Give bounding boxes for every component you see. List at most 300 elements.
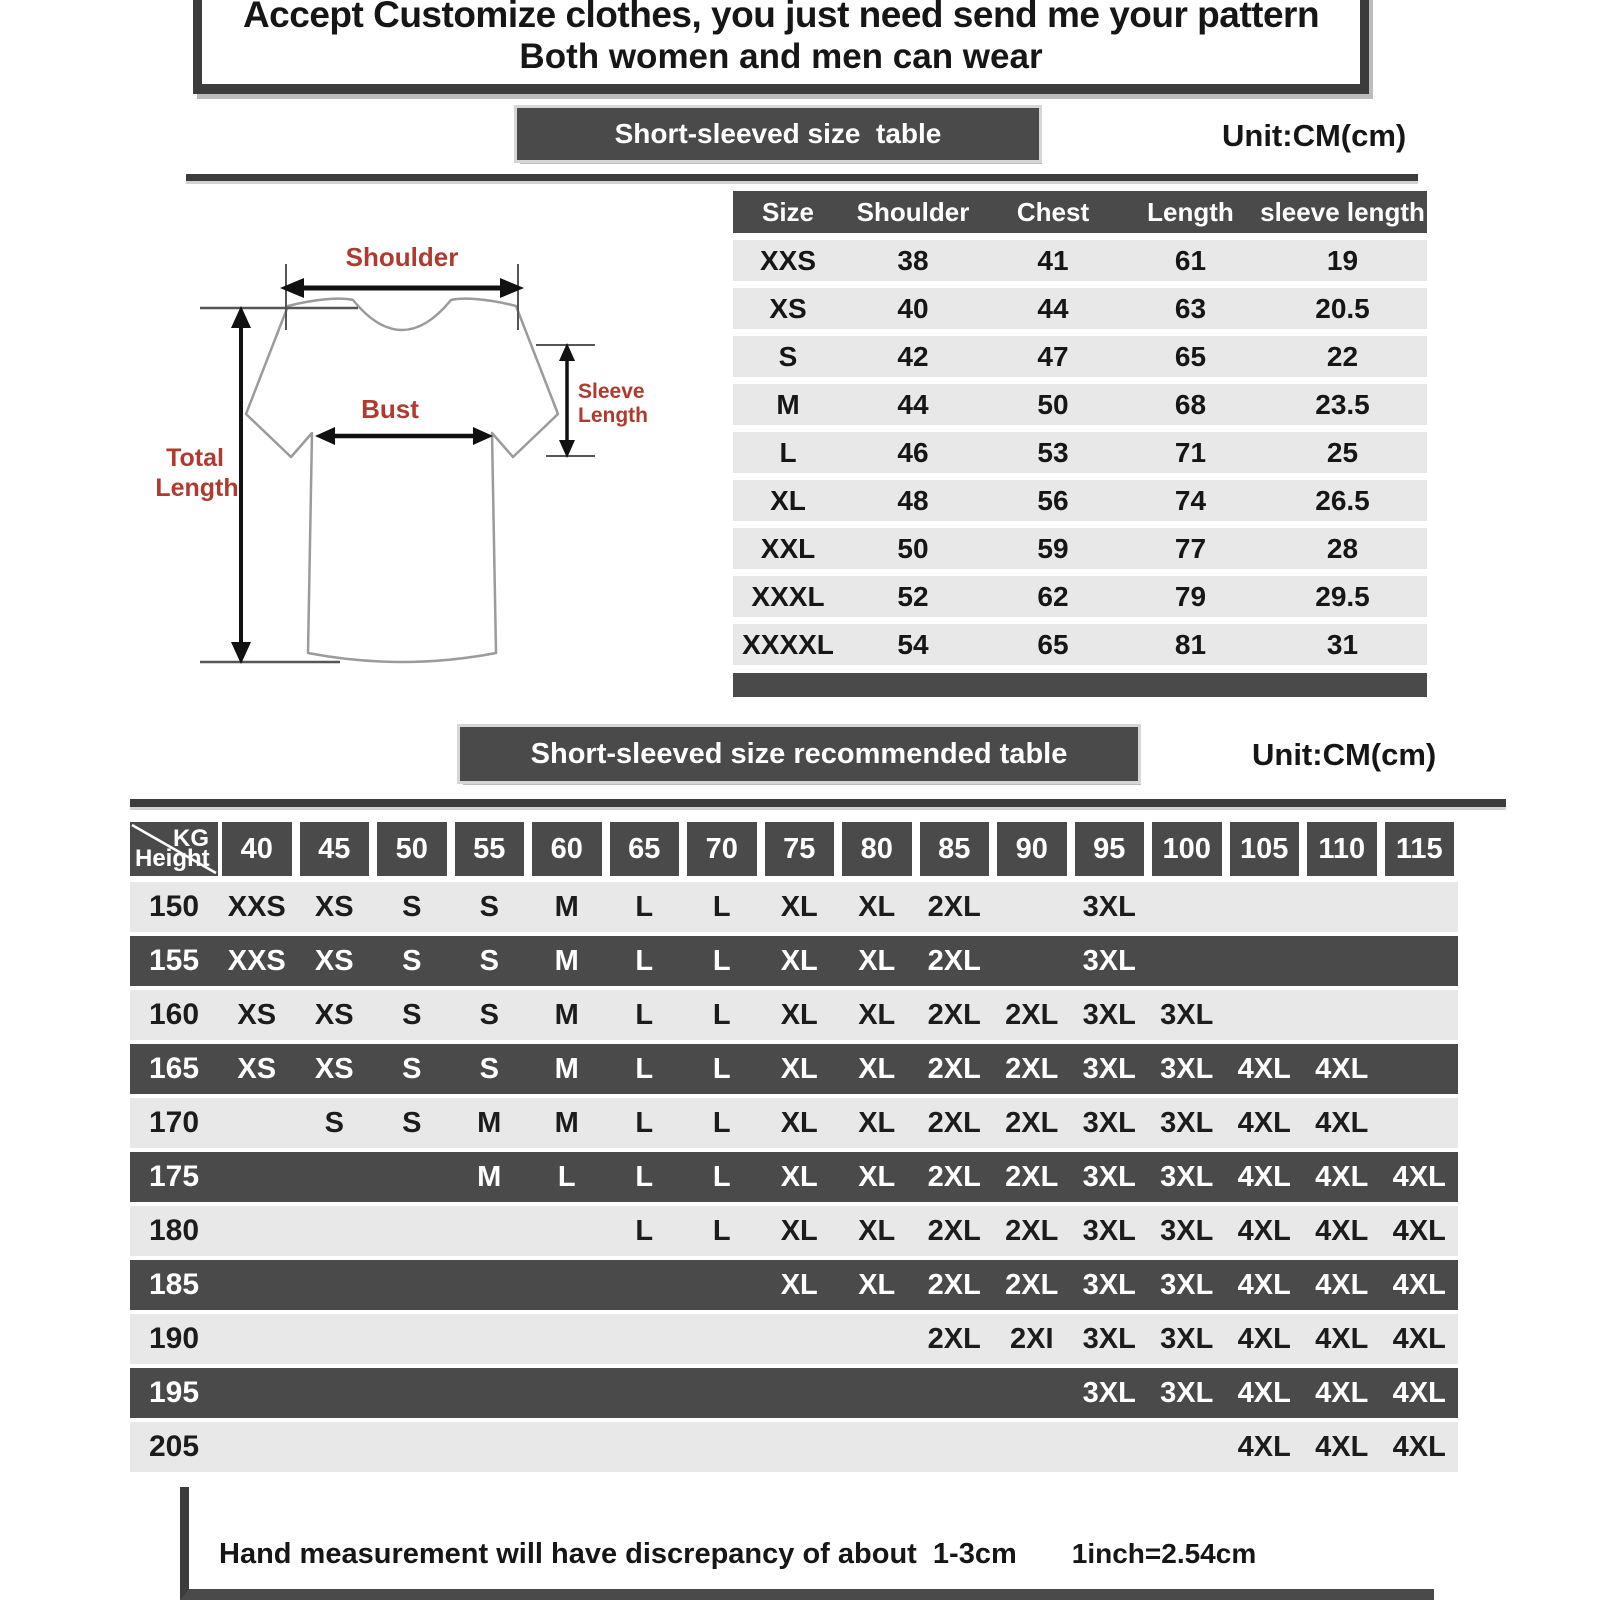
size-cell: 2XL [927,1161,981,1193]
size-cell [528,1260,606,1310]
size-cell: L [712,1107,731,1139]
size-cell [1071,1422,1149,1472]
size-cell: 3XL [1082,1053,1136,1085]
matrix-weight-header [130,822,1458,876]
size-cell [218,1260,296,1310]
size-cell [1226,990,1304,1040]
table-row [733,336,1427,377]
value-cell: 26.5 [1315,485,1370,516]
size-cell: L [635,945,654,977]
value-cell: 77 [1174,533,1207,564]
size-label-cell: S [778,341,798,372]
height-cell: 190 [148,1322,200,1355]
size-cell: 4XL [1392,1269,1446,1301]
size-cell: L [635,1053,654,1085]
size-cell [1303,990,1381,1040]
size-cell: L [635,1107,654,1139]
table-row [733,432,1427,473]
size-cell: L [635,1161,654,1193]
table-row [733,576,1427,617]
size-cell: M [554,999,579,1031]
value-cell: 46 [897,437,929,468]
size-cell [916,1368,994,1418]
size-cell [451,1206,529,1256]
size-cell: XL [780,1053,818,1085]
height-cell: 160 [148,998,200,1031]
height-cell: 155 [148,944,200,977]
size-cell: 4XL [1315,1053,1369,1085]
column-header: Shoulder [856,197,970,227]
size-cell: M [554,1053,579,1085]
size-cell: 4XL [1315,1107,1369,1139]
value-cell: 23.5 [1315,389,1370,420]
size-cell: L [712,891,731,923]
matrix-row [130,1206,1458,1256]
bust-label: Bust [361,394,419,424]
size-cell [916,1422,994,1472]
size-cell [296,1422,374,1472]
size-cell: S [479,891,499,923]
size-label-cell: XL [770,485,806,516]
weight-cell: 60 [532,822,602,876]
size-cell: M [554,945,579,977]
size-cell [296,1368,374,1418]
value-cell: 63 [1174,293,1207,324]
size-cell: L [635,1215,654,1247]
sleeve-length-label-line1: Sleeve [578,380,645,403]
size-cell [683,1422,761,1472]
value-cell: 79 [1174,581,1207,612]
size-cell: 4XL [1237,1431,1291,1463]
size-cell: 2XL [927,1269,981,1301]
size-cell: 4XL [1237,1215,1291,1247]
size-cell [218,1206,296,1256]
weight-cell: 45 [300,822,370,876]
size-cell: 2XL [927,891,981,923]
size-cell [373,1260,451,1310]
value-cell: 52 [897,581,929,612]
column-header: sleeve length [1260,197,1425,227]
size-cell: 3XL [1160,1161,1214,1193]
size-cell: S [479,945,499,977]
size-cell: XL [858,1269,896,1301]
size-cell: L [712,999,731,1031]
height-cell: 175 [148,1160,200,1193]
size-cell [1148,882,1226,932]
size-cell: S [479,1053,499,1085]
value-cell: 29.5 [1315,581,1370,612]
footer-note: Hand measurement will have discrepancy of about 1-3cm [219,1538,1017,1570]
size-cell [838,1368,916,1418]
size-cell [1381,1098,1459,1148]
size-cell [683,1368,761,1418]
size-cell: XL [780,999,818,1031]
size-cell: 2XL [927,1215,981,1247]
size-cell [838,1314,916,1364]
matrix-body [130,882,1458,1472]
size-table-header [733,191,1427,233]
size-cell: 2XL [927,1323,981,1355]
size-cell: L [635,891,654,923]
size-cell [993,1368,1071,1418]
value-cell: 65 [1174,341,1207,372]
size-cell [218,1314,296,1364]
weight-cell: 110 [1307,822,1377,876]
size-table-footer-bar [733,673,1427,697]
size-cell: S [402,999,422,1031]
value-cell: 50 [1037,389,1069,420]
size-cell: 3XL [1082,999,1136,1031]
size-cell [218,1152,296,1202]
size-cell [1303,936,1381,986]
size-cell: 4XL [1392,1431,1446,1463]
weight-cell: 85 [920,822,990,876]
size-cell: 3XL [1160,1107,1214,1139]
size-cell: 4XL [1237,1161,1291,1193]
size-label-cell: L [779,437,797,468]
size-cell [1381,1044,1459,1094]
size-cell: XL [858,1161,896,1193]
value-cell: 25 [1326,437,1359,468]
value-cell: 74 [1174,485,1207,516]
value-cell: 71 [1174,437,1207,468]
value-cell: 44 [1037,293,1069,324]
size-cell: L [557,1161,576,1193]
matrix-row [130,990,1458,1040]
size-label-cell: XS [769,293,807,324]
size-cell: 3XL [1082,1377,1136,1409]
weight-cell: 75 [765,822,835,876]
header-frame [193,0,1369,94]
divider-2 [130,799,1506,807]
size-cell: XL [780,1215,818,1247]
divider-1 [186,174,1418,181]
size-cell [838,1422,916,1472]
banner-short-sleeved-size-table: Short-sleeved size table [517,108,1039,160]
size-cell: M [554,1107,579,1139]
weight-cell: 55 [455,822,525,876]
size-label-cell: XXL [760,533,816,564]
value-cell: 62 [1037,581,1069,612]
size-cell: 4XL [1315,1377,1369,1409]
size-cell: 4XL [1315,1215,1369,1247]
size-cell: 3XL [1082,891,1136,923]
table-row [733,624,1427,665]
size-cell [528,1206,606,1256]
size-cell: 3XL [1082,945,1136,977]
size-cell: L [635,999,654,1031]
height-label: Height [135,845,210,872]
height-cell: 205 [148,1430,200,1463]
size-cell: 4XL [1392,1215,1446,1247]
value-cell: 38 [897,245,929,276]
size-label-cell: XXS [759,245,817,276]
weight-cell: 70 [687,822,757,876]
height-cell: 150 [148,890,200,923]
footer-inner [219,1538,1256,1571]
matrix-row [130,1314,1458,1364]
value-cell: 42 [897,341,929,372]
size-table-body [733,240,1427,665]
size-cell: L [712,1161,731,1193]
recommended-matrix [130,822,1458,1476]
matrix-row [130,936,1458,986]
size-cell: 3XL [1082,1107,1136,1139]
size-cell [528,1368,606,1418]
size-cell: XS [314,945,354,977]
value-cell: 20.5 [1315,293,1370,324]
size-cell: XS [314,1053,354,1085]
size-label-cell: XXXXL [742,629,834,660]
matrix-corner-cell [130,822,218,876]
size-cell: XL [858,891,896,923]
size-cell: 4XL [1315,1161,1369,1193]
value-cell: 19 [1326,245,1359,276]
weight-cell: 100 [1152,822,1222,876]
size-cell [451,1422,529,1472]
matrix-row [130,1422,1458,1472]
size-cell: XS [314,891,354,923]
size-cell: 3XL [1082,1215,1136,1247]
size-cell: 2XL [927,1053,981,1085]
value-cell: 44 [897,389,929,420]
size-cell: M [477,1161,502,1193]
shoulder-label: Shoulder [345,242,459,272]
size-cell [1148,1422,1226,1472]
size-cell: 4XL [1315,1323,1369,1355]
weight-cell: 115 [1385,822,1455,876]
size-cell: XXS [227,945,286,977]
matrix-row [130,1098,1458,1148]
size-cell [761,1368,839,1418]
size-cell [761,1422,839,1472]
value-cell: 22 [1326,341,1359,372]
matrix-row [130,1152,1458,1202]
size-cell: 2XL [927,945,981,977]
size-cell [1381,882,1459,932]
size-cell: 3XL [1160,999,1214,1031]
size-cell: 4XL [1392,1323,1446,1355]
size-cell [296,1260,374,1310]
table-row [733,480,1427,521]
height-cell: 170 [148,1106,200,1139]
size-cell: L [712,1053,731,1085]
size-cell [373,1152,451,1202]
size-cell: 2XL [1005,999,1059,1031]
size-cell: XL [858,1107,896,1139]
size-cell: L [712,945,731,977]
size-cell: XL [780,891,818,923]
size-cell: XS [237,1053,277,1085]
size-cell: 3XL [1160,1323,1214,1355]
table-row [733,384,1427,425]
size-cell: XL [780,1269,818,1301]
table-row [733,240,1427,281]
size-cell: 3XL [1082,1161,1136,1193]
footer-frame [180,1487,1434,1600]
size-cell: 4XL [1237,1269,1291,1301]
size-cell: 4XL [1237,1323,1291,1355]
size-cell [451,1260,529,1310]
size-cell: S [479,999,499,1031]
size-cell [373,1368,451,1418]
value-cell: 68 [1174,389,1207,420]
value-cell: 54 [897,629,929,660]
value-cell: 53 [1037,437,1069,468]
size-cell: S [402,945,422,977]
value-cell: 59 [1037,533,1069,564]
size-cell [296,1152,374,1202]
weight-cell: 90 [997,822,1067,876]
size-cell [1381,990,1459,1040]
height-cell: 180 [148,1214,200,1247]
header-line-2: Both women and men can wear [519,37,1043,76]
size-cell [993,936,1071,986]
size-cell [1226,936,1304,986]
size-cell [993,882,1071,932]
size-cell [606,1422,684,1472]
size-cell: 3XL [1160,1053,1214,1085]
size-cell: S [402,1053,422,1085]
size-cell [373,1422,451,1472]
height-cell: 195 [148,1376,200,1409]
size-cell [606,1314,684,1364]
size-cell: XL [858,1215,896,1247]
height-cell: 165 [148,1052,200,1085]
size-cell: 2XL [1005,1107,1059,1139]
size-cell: XXS [227,891,286,923]
size-cell: 2XL [1005,1161,1059,1193]
value-cell: 47 [1037,341,1069,372]
size-cell [1226,882,1304,932]
size-cell: S [402,1107,422,1139]
sleeve-length-label-line2: Length [578,404,648,427]
size-cell [993,1422,1071,1472]
value-cell: 31 [1326,629,1359,660]
size-cell: L [712,1215,731,1247]
size-cell [606,1260,684,1310]
size-cell: 4XL [1237,1107,1291,1139]
size-cell: M [554,891,579,923]
unit-label-1: Unit:CM(cm) [1222,118,1407,153]
size-cell: XL [780,945,818,977]
size-cell: XS [314,999,354,1031]
kg-label: KG [173,825,209,852]
table-row [733,528,1427,569]
value-cell: 61 [1174,245,1207,276]
size-cell: 4XL [1315,1431,1369,1463]
size-cell [683,1314,761,1364]
size-cell [451,1368,529,1418]
value-cell: 56 [1037,485,1069,516]
height-cell: 185 [148,1268,200,1301]
size-cell [683,1260,761,1310]
size-cell: XL [780,1161,818,1193]
size-cell: 2XL [927,999,981,1031]
size-cell [606,1368,684,1418]
shirt-outline [246,299,558,662]
value-cell: 41 [1037,245,1069,276]
size-cell [451,1314,529,1364]
value-cell: 48 [897,485,929,516]
size-cell [528,1422,606,1472]
size-cell: 3XL [1082,1269,1136,1301]
footer-conversion: 1inch=2.54cm [1071,1538,1257,1569]
size-cell: 4XL [1237,1377,1291,1409]
header-line-1: Accept Customize clothes, you just need send me your pattern [242,0,1320,35]
size-cell: 2XL [1005,1053,1059,1085]
weight-cell: 40 [222,822,292,876]
weight-cell: 95 [1075,822,1145,876]
table-row [733,288,1427,329]
size-cell: 4XL [1237,1053,1291,1085]
size-cell: XL [858,1053,896,1085]
size-cell [1303,882,1381,932]
column-header: Chest [1016,197,1090,227]
size-cell: 2XI [1009,1323,1054,1355]
value-cell: 28 [1326,533,1359,564]
column-header: Length [1147,197,1234,227]
size-cell [218,1098,296,1148]
size-label-cell: XXXL [751,581,825,612]
matrix-row [130,1044,1458,1094]
unit-label-2: Unit:CM(cm) [1252,737,1437,772]
size-cell [296,1314,374,1364]
column-header: Size [761,197,815,227]
value-cell: 65 [1037,629,1069,660]
size-cell: 2XL [1005,1215,1059,1247]
size-cell: 2XL [1005,1269,1059,1301]
size-cell: XL [858,999,896,1031]
value-cell: 40 [897,293,929,324]
size-cell: 3XL [1160,1215,1214,1247]
size-cell [761,1314,839,1364]
size-cell [373,1206,451,1256]
size-cell: M [477,1107,502,1139]
value-cell: 50 [897,533,929,564]
weight-cell: 65 [610,822,680,876]
size-cell: 2XL [927,1107,981,1139]
total-length-label-line1: Total [166,444,224,472]
size-cell: 3XL [1160,1377,1214,1409]
size-cell: 4XL [1392,1377,1446,1409]
size-cell [373,1314,451,1364]
size-cell: 4XL [1392,1161,1446,1193]
weight-cell: 50 [377,822,447,876]
size-table [733,191,1427,697]
size-cell: S [402,891,422,923]
matrix-row [130,882,1458,932]
weight-cell: 105 [1230,822,1300,876]
weight-cell: 80 [842,822,912,876]
size-label-cell: M [776,389,800,420]
total-length-label-line2: Length [155,474,239,502]
size-cell [1148,936,1226,986]
size-cell [218,1422,296,1472]
size-cell [1381,936,1459,986]
size-cell: XL [858,945,896,977]
size-cell: XS [237,999,277,1031]
banner-recommended-table: Short-sleeved size recommended table [460,727,1138,781]
size-cell [218,1368,296,1418]
tshirt-diagram [140,228,700,690]
value-cell: 81 [1174,629,1207,660]
size-cell: 4XL [1315,1269,1369,1301]
size-cell: 3XL [1082,1323,1136,1355]
size-cell: 3XL [1160,1269,1214,1301]
size-cell: S [324,1107,344,1139]
matrix-row [130,1368,1458,1418]
